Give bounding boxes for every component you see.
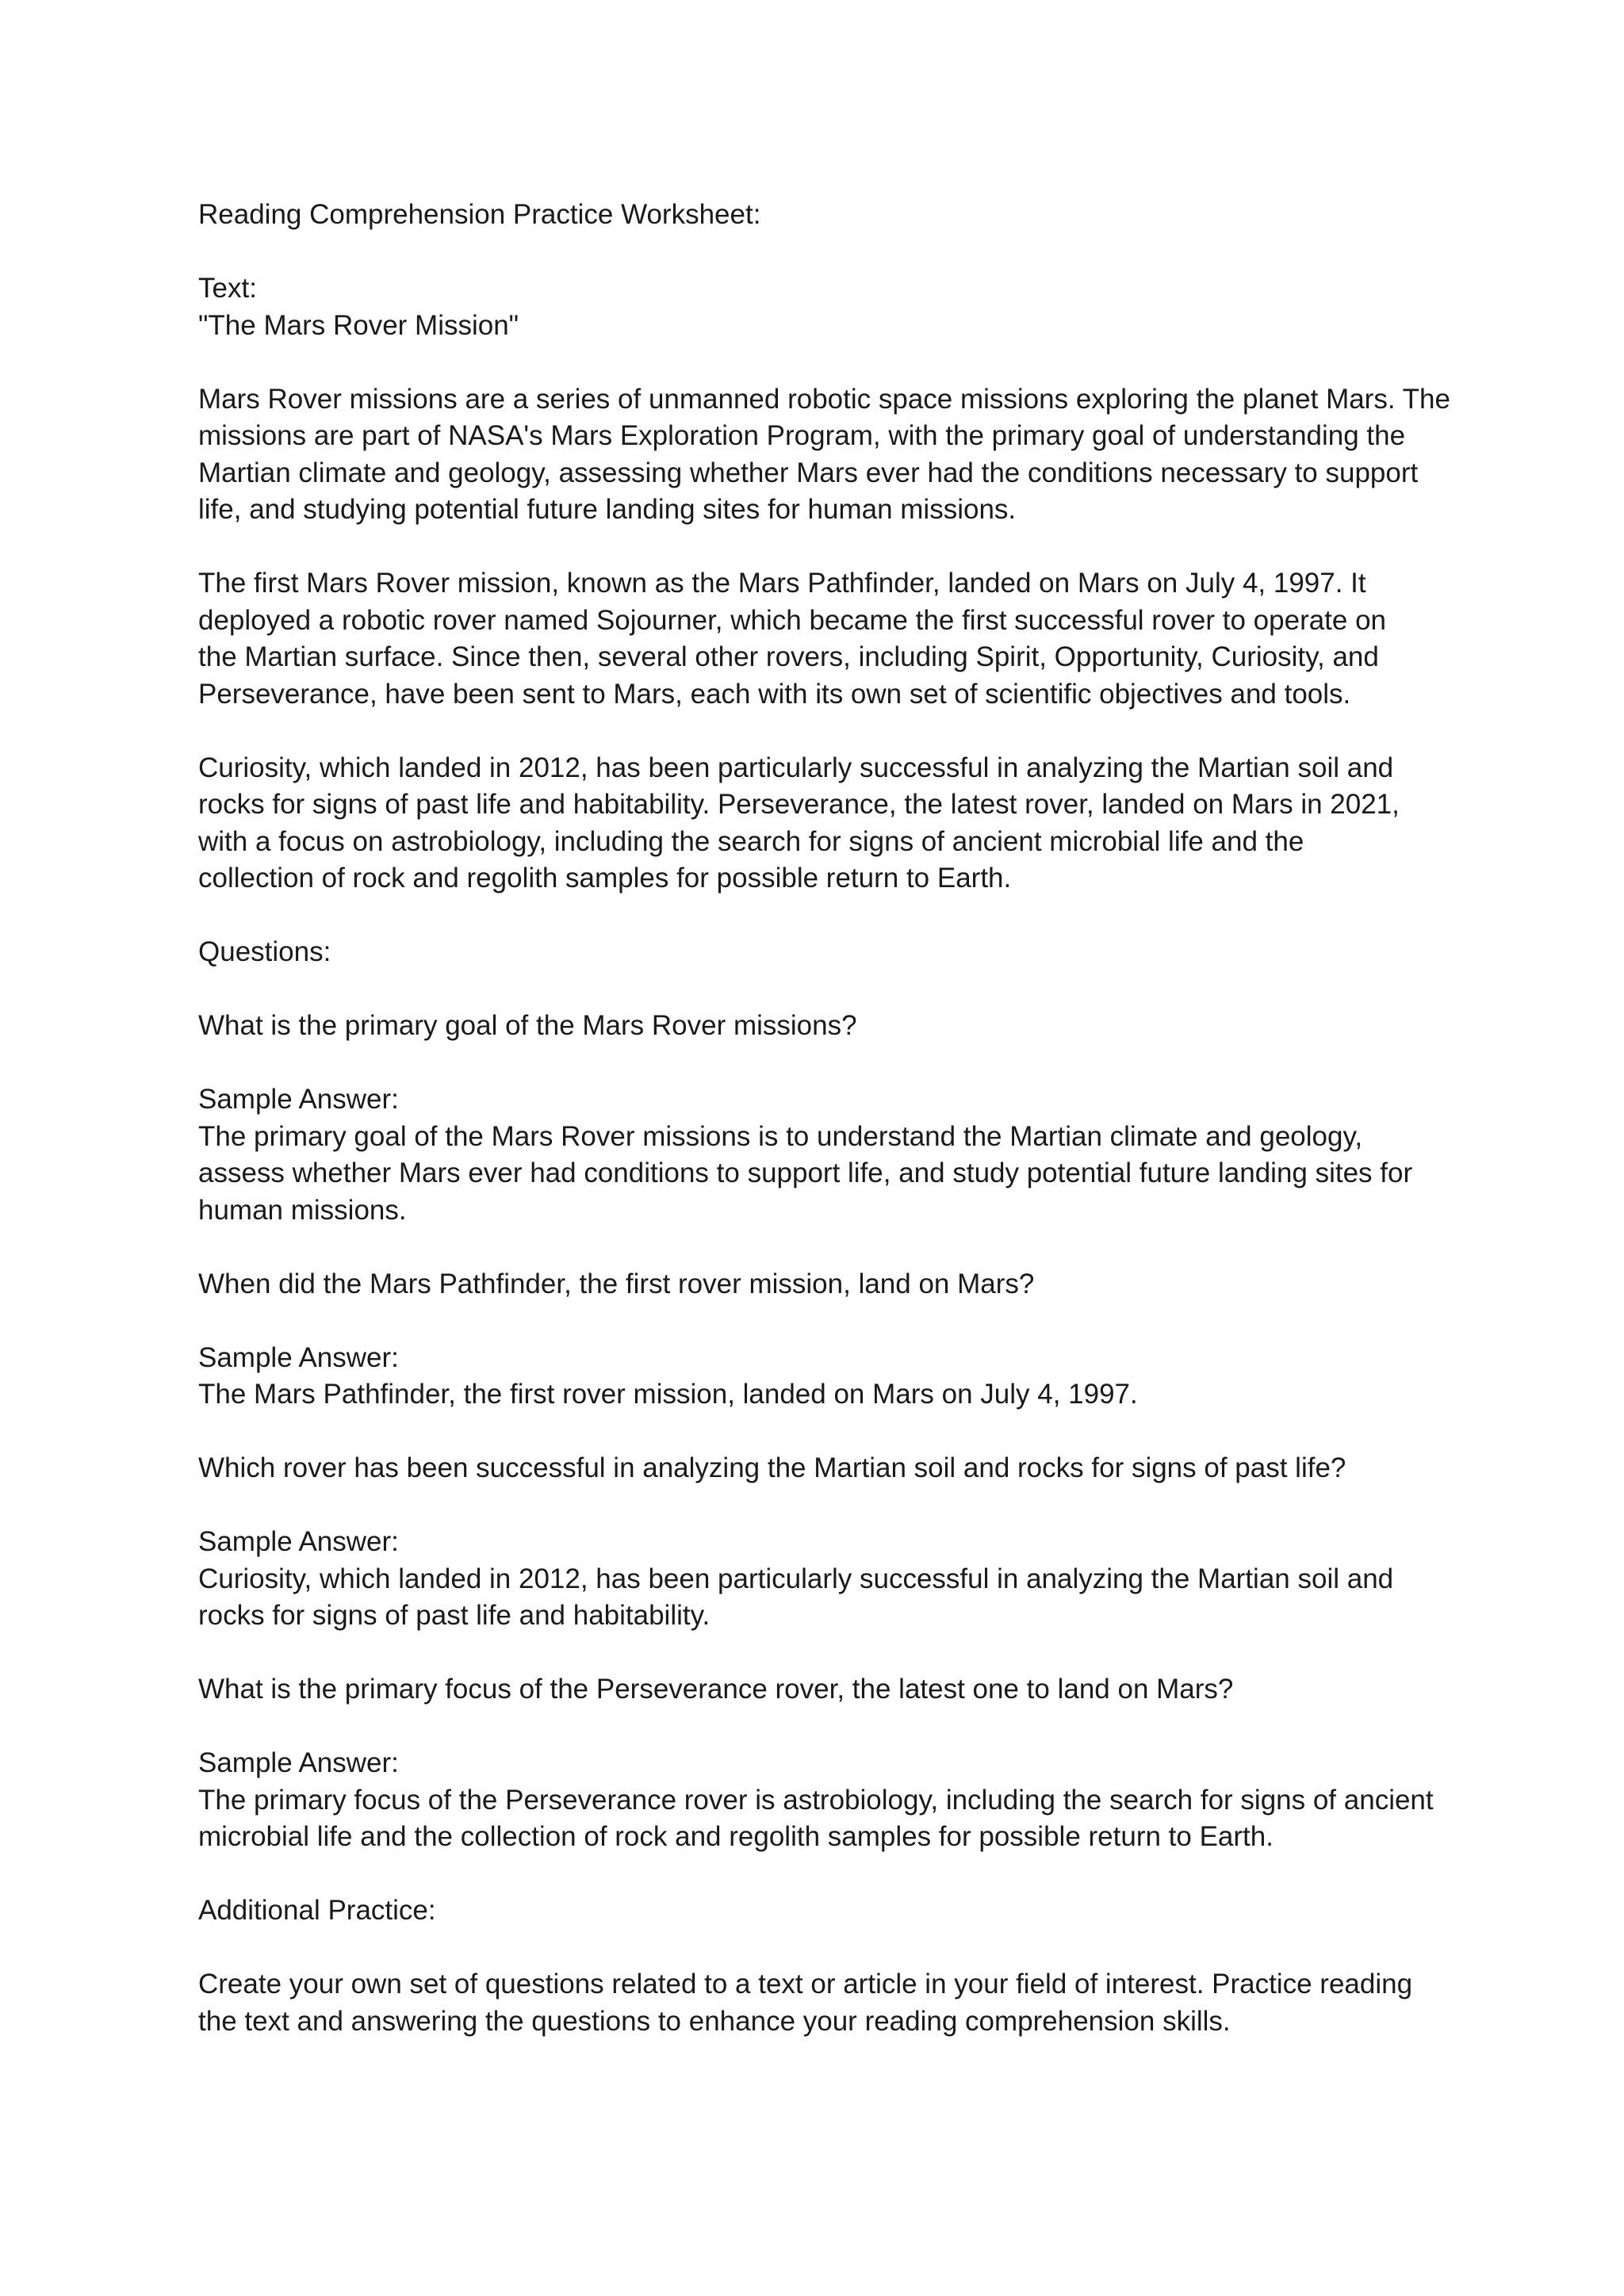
passage-paragraph-3: Curiosity, which landed in 2012, has been particularly successful in analyzing the Martian soil and rocks for signs of past life and habitability. Perseverance, the latest rover, landed on Mars in 2021, with a focus on astrobiology, including the search for signs of ancient microbial life and the collection of rock and regolith samples for possible return to Earth.	[198, 752, 1400, 894]
additional-practice-text: Create your own set of questions related to a text or article in your field of interest. Practice reading the text and answering the questions to enhance your reading comprehension skills.	[198, 1969, 1413, 2037]
answer-label-3: Sample Answer:	[198, 1526, 399, 1557]
answer-4: The primary focus of the Perseverance rover is astrobiology, including the search for signs of ancient microbial life and the collection of rock and regolith samples for possible return to Earth.	[198, 1784, 1434, 1852]
additional-practice-label: Additional Practice:	[198, 1895, 436, 1926]
answer-label-1: Sample Answer:	[198, 1084, 399, 1115]
text-label: Text:	[198, 273, 257, 304]
answer-2: The Mars Pathfinder, the first rover mission, landed on Mars on July 4, 1997.	[198, 1379, 1138, 1410]
passage-paragraph-2: The first Mars Rover mission, known as the Mars Pathfinder, landed on Mars on July 4, 1997. It deployed a robotic rover named Sojourner, which became the first successful rover to operate on the Martian surface. Since then, several other rovers, including Spirit, Opportunity, Curiosity, and Perseverance, have been sent to Mars, each with its own set of scientific objectives and tools.	[198, 568, 1387, 710]
worksheet-page	[198, 197, 1451, 2077]
worksheet-heading: Reading Comprehension Practice Worksheet:	[198, 199, 761, 230]
question-4: What is the primary focus of the Perseverance rover, the latest one to land on Mars?	[198, 1674, 1234, 1705]
question-2: When did the Mars Pathfinder, the first rover mission, land on Mars?	[198, 1268, 1035, 1299]
question-1: What is the primary goal of the Mars Rover missions?	[198, 1010, 857, 1041]
answer-1: The primary goal of the Mars Rover missions is to understand the Martian climate and geology, assess whether Mars ever had conditions to support life, and study potential future landing sites for human missions.	[198, 1120, 1413, 1226]
answer-label-2: Sample Answer:	[198, 1341, 399, 1373]
passage-paragraph-1: Mars Rover missions are a series of unmanned robotic space missions exploring the planet Mars. The missions are part of NASA's Mars Exploration Program, with the primary goal of understanding the Martian climate and geology, assessing whether Mars ever had the conditions necessary to support life, and studying potential future landing sites for human missions.	[198, 383, 1450, 525]
text-title: "The Mars Rover Mission"	[198, 309, 519, 341]
answer-3: Curiosity, which landed in 2012, has been particularly successful in analyzing the Martian soil and rocks for signs of past life and habitability.	[198, 1563, 1394, 1631]
answer-label-4: Sample Answer:	[198, 1747, 399, 1778]
questions-label: Questions:	[198, 936, 331, 967]
question-3: Which rover has been successful in analyzing the Martian soil and rocks for signs of past life?	[198, 1452, 1346, 1483]
